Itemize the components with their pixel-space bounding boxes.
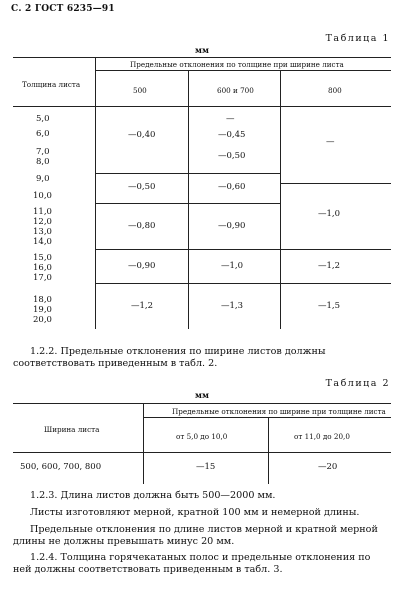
paragraph-1-2-2: 1.2.2. Предельные отклонения по ширине листов должны соответствовать приведенным в табл. 2. [13, 346, 326, 369]
table1-rule [280, 183, 391, 184]
dev600-700-value: —1,3 [221, 301, 244, 311]
table1-rule [96, 283, 188, 284]
table1-col-rule [95, 57, 96, 329]
table2-head-rule [13, 452, 391, 453]
table1-width-800: 800 [328, 86, 342, 95]
dev600-700-value: —0,90 [218, 221, 246, 231]
thickness-value: 9,0 [36, 174, 50, 184]
dev500-value: —1,2 [131, 301, 154, 311]
table2-sub2: от 11,0 до 20,0 [294, 432, 350, 441]
dev600-700-value: —0,45 [218, 130, 246, 140]
thickness-value: 10,0 [33, 191, 52, 201]
table1-rule [96, 173, 188, 174]
table1-group-header: Предельные отклонения по толщине при ширине листа [130, 60, 344, 69]
table2-row-widths: 500, 600, 700, 800 [20, 462, 102, 472]
paragraph-1-2-3: 1.2.3. Длина листов должна быть 500—2000 мм. [30, 490, 276, 501]
paragraph-length-types: Листы изготовляют мерной, кратной 100 мм и немерной длины. [30, 507, 360, 518]
thickness-value: 16,0 [33, 263, 52, 273]
dev500-value: —0,50 [128, 182, 156, 192]
table2-col-rule [268, 417, 269, 484]
table1-rule [188, 283, 280, 284]
thickness-value: 19,0 [33, 305, 52, 315]
dev600-700-value: — [226, 114, 235, 124]
table1-col-rule [188, 70, 189, 329]
table1-rule [280, 283, 391, 284]
thickness-value: 15,0 [33, 253, 52, 263]
thickness-value: 17,0 [33, 273, 52, 283]
table2-top-rule [13, 403, 391, 404]
dev800-value: — [326, 137, 335, 147]
dev500-value: —0,40 [128, 130, 156, 140]
thickness-value: 7,0 [36, 147, 50, 157]
dev600-700-value: —1,0 [221, 261, 244, 271]
thickness-value: 5,0 [36, 114, 50, 124]
table2-sub1: от 5,0 до 10,0 [176, 432, 228, 441]
thickness-value: 6,0 [36, 129, 50, 139]
table1-col-rule [280, 70, 281, 329]
table2-col-width: Ширина листа [44, 425, 100, 434]
thickness-value: 20,0 [33, 315, 52, 325]
table1-unit: мм [195, 45, 209, 55]
table2-unit: мм [195, 390, 209, 400]
table2-row-v2: —20 [318, 462, 338, 472]
table1-rule [188, 249, 280, 250]
dev600-700-value: —0,60 [218, 182, 246, 192]
table1-rule [188, 173, 280, 174]
thickness-value: 12,0 [33, 217, 52, 227]
table2-group-rule [143, 417, 391, 418]
thickness-value: 11,0 [33, 207, 52, 217]
page-header: С. 2 ГОСТ 6235—91 [11, 4, 115, 14]
table2-group-header: Предельные отклонения по ширине при толщине листа [172, 407, 386, 416]
table2-row-v1: —15 [196, 462, 216, 472]
paragraph-length-deviation: Предельные отклонения по длине листов мерной и кратной мерной длины не должны превышать минус 20 мм. [13, 524, 378, 547]
thickness-value: 13,0 [33, 227, 52, 237]
table1-col-thickness: Толщина листа [22, 80, 81, 89]
dev800-value: —1,5 [318, 301, 341, 311]
table1-width-500: 500 [133, 86, 147, 95]
table1-rule [96, 249, 188, 250]
paragraph-1-2-4: 1.2.4. Толщина горячекатаных полос и предельные отклонения по ней должны соответствовать приведенным в табл. 3. [13, 552, 371, 575]
table2-col-rule [143, 403, 144, 484]
table1-rule [280, 249, 391, 250]
dev500-value: —0,90 [128, 261, 156, 271]
table1-caption: Таблица 1 [325, 33, 390, 44]
dev800-value: —1,0 [318, 209, 341, 219]
table1-group-rule [95, 70, 391, 71]
table1-rule [188, 203, 280, 204]
thickness-value: 8,0 [36, 157, 50, 167]
table1-head-rule [13, 106, 391, 107]
dev600-700-value: —0,50 [218, 151, 246, 161]
table2-caption: Таблица 2 [325, 378, 390, 389]
thickness-value: 18,0 [33, 295, 52, 305]
thickness-value: 14,0 [33, 237, 52, 247]
table1-width-600-700: 600 и 700 [217, 86, 254, 95]
dev500-value: —0,80 [128, 221, 156, 231]
table1-rule [96, 203, 188, 204]
table1-top-rule [13, 57, 391, 58]
dev800-value: —1,2 [318, 261, 341, 271]
